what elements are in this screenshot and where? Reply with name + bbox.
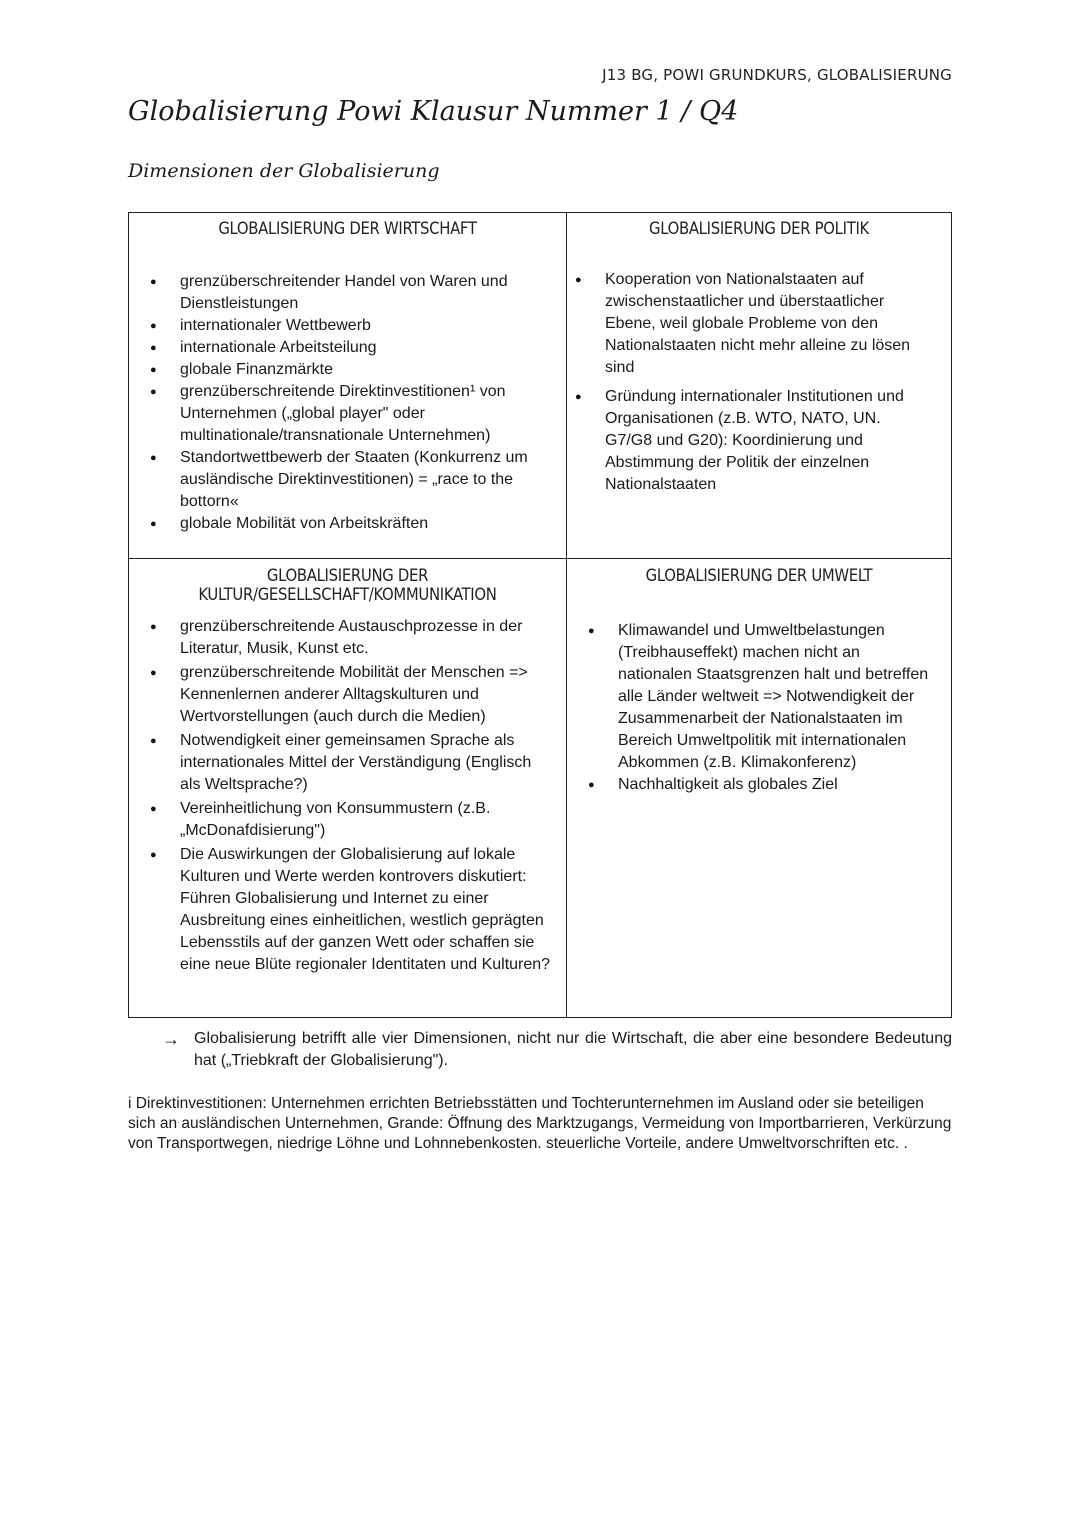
list-item: ● Standortwettbewerb der Staaten (Konkurrenz um ausländische Direktinvestitionen) = „race to the bottorn«: [180, 447, 538, 513]
list-item: ● Notwendigkeit einer gemeinsamen Sprache als internationales Mittel der Verständigung (Englisch als Weltsprache?): [180, 730, 556, 796]
list-item: ● Nachhaltigkeit als globales Ziel: [618, 774, 935, 796]
cell-title-politik: GLOBALISIERUNG DER POLITIK: [648, 219, 869, 238]
list-item: ● Kooperation von Nationalstaaten auf zwischenstaatlicher und überstaatlicher Ebene, weil globale Probleme von den Nationalstaaten nicht mehr alleine zu lösen sind: [605, 269, 929, 379]
list-wirtschaft: [180, 271, 538, 535]
list-item: ● Vereinheitlichung von Konsummustern (z.B. „McDonafdisierung"): [180, 798, 556, 842]
dimensions-table: [128, 212, 952, 1018]
list-kultur: [180, 616, 556, 978]
cell-title-kultur: GLOBALISIERUNG DER KULTUR/GESELLSCHAFT/KOMMUNIKATION: [198, 566, 497, 604]
cell-title-wirtschaft: GLOBALISIERUNG DER WIRTSCHAFT: [218, 219, 477, 238]
list-politik: [605, 269, 929, 503]
footnote: i Direktinvestitionen: Unternehmen errichten Betriebsstätten und Tochterunternehmen im Ausland oder sie beteiligen sich an ausländischen Unternehmen, Grande: Öffnung des Marktzugangs, Vermeidung von Importbarrieren, Verkürzung von Transportwegen, niedrige Löhne und Lohnnebenkosten. steuerliche Vorteile, andere Umweltvorschriften etc. .: [128, 1095, 952, 1152]
arrow-right-icon: →: [162, 1029, 180, 1049]
table-divider-horizontal: [129, 558, 951, 559]
list-item: ● globale Mobilität von Arbeitskräften: [180, 513, 538, 535]
list-item: ● globale Finanzmärkte: [180, 359, 538, 381]
conclusion: [162, 1028, 952, 1072]
page-title: Globalisierung Powi Klausur Nummer 1 / Q4: [128, 96, 739, 127]
list-item: ● grenzüberschreitende Direktinvestitionen¹ von Unternehmen („global player" oder multinationale/transnationale Unternehmen): [180, 381, 538, 447]
cell-title-umwelt: GLOBALISIERUNG DER UMWELT: [645, 566, 873, 585]
list-item: ● grenzüberschreitende Mobilität der Menschen => Kennenlernen anderer Alltagskulturen und Wertvorstellungen (auch durch die Medien): [180, 662, 556, 728]
list-item: ● Gründung internationaler Institutionen und Organisationen (z.B. WTO, NATO, UN. G7/G8 und G20): Koordinierung und Abstimmung der Politik der einzelnen Nationalstaaten: [605, 386, 929, 496]
cell-politik: [567, 213, 951, 558]
list-umwelt: [618, 620, 935, 796]
cell-kultur: [129, 560, 566, 1017]
list-item: ● internationaler Wettbewerb: [180, 315, 538, 337]
page-subtitle: Dimensionen der Globalisierung: [128, 160, 440, 182]
list-item: ● Klimawandel und Umweltbelastungen (Treibhauseffekt) machen nicht an nationalen Staatsgrenzen halt und betreffen alle Länder weltweit => Notwendigkeit der Zusammenarbeit der Nationalstaaten im Bereich Umweltpolitik mit internationalen Abkommen (z.B. Klimakonferenz): [618, 620, 935, 774]
cell-umwelt: [567, 560, 951, 1017]
conclusion-text: Globalisierung betrifft alle vier Dimensionen, nicht nur die Wirtschaft, die aber eine besondere Bedeutung hat („Triebkraft der Globalisierung").: [194, 1030, 952, 1069]
cell-wirtschaft: [129, 213, 566, 558]
list-item: ● internationale Arbeitsteilung: [180, 337, 538, 359]
list-item: ● grenzüberschreitende Austauschprozesse in der Literatur, Musik, Kunst etc.: [180, 616, 556, 660]
header-note: J13 BG, POWI GRUNDKURS, GLOBALISIERUNG: [602, 66, 952, 84]
list-item: ● grenzüberschreitender Handel von Waren und Dienstleistungen: [180, 271, 538, 315]
list-item: ● Die Auswirkungen der Globalisierung auf lokale Kulturen und Werte werden kontrovers diskutiert: Führen Globalisierung und Internet zu einer Ausbreitung eines einheitlichen, westlich geprägten Lebensstils auf der ganzen Wett oder schaffen sie eine neue Blüte regionaler Identitaten und Kulturen?: [180, 844, 556, 976]
